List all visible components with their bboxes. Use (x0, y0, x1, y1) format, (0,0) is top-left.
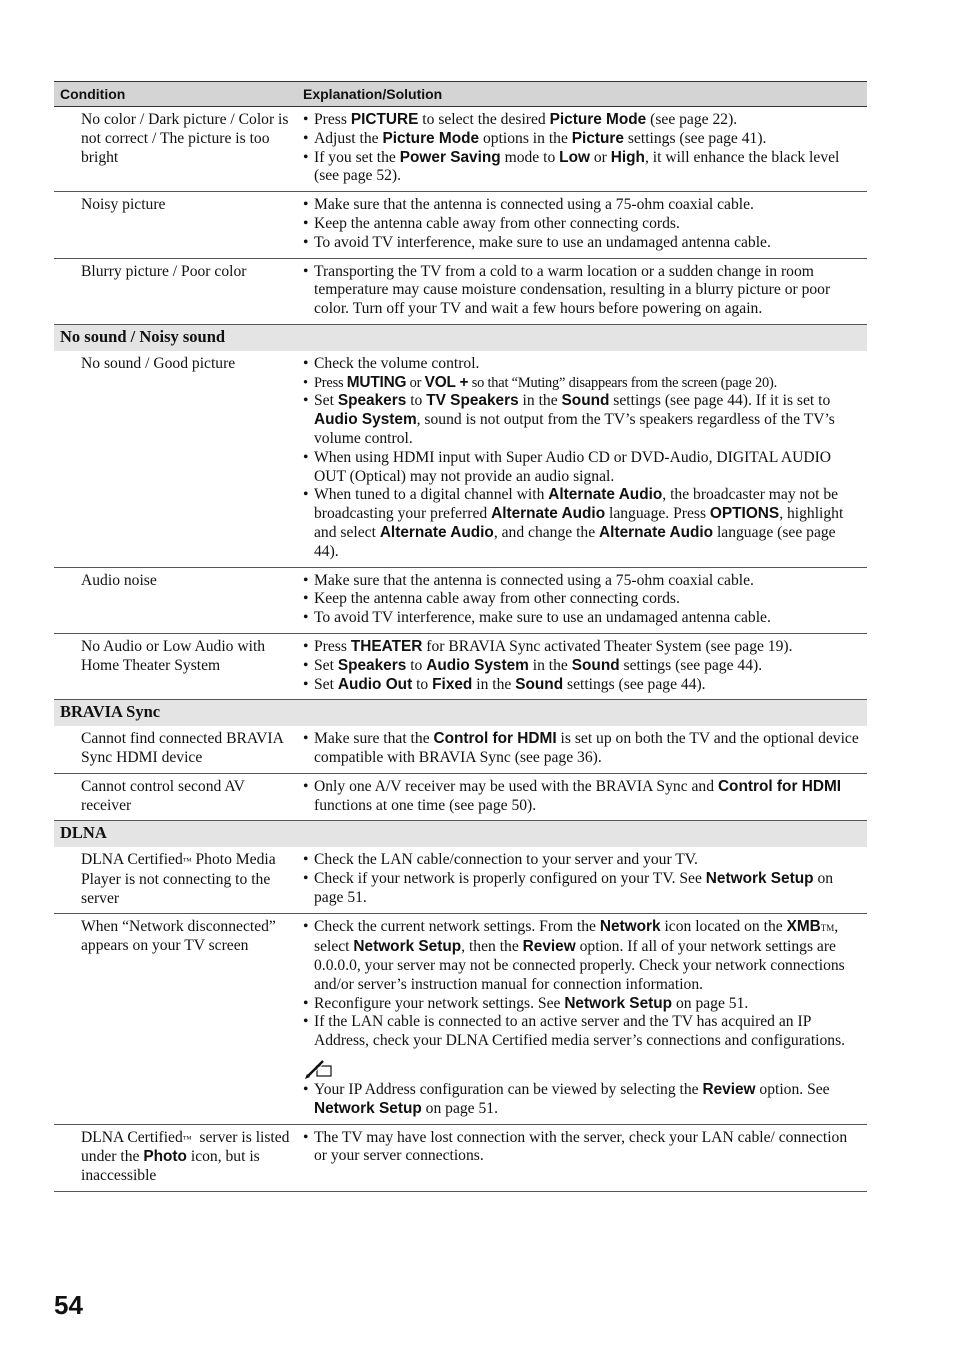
solution-bullet: • Adjust the Picture Mode options in the Picture settings (see page 41). (303, 130, 861, 149)
condition-cell: DLNA Certified™ server is listed under the Photo icon, but is inaccessible (54, 1124, 299, 1191)
condition-cell: Cannot find connected BRAVIA Sync HDMI device (54, 726, 299, 773)
explanation-header: Explanation/Solution (299, 82, 867, 107)
solution-cell (299, 1124, 867, 1191)
solution-bullet: • Keep the antenna cable away from other connecting cords. (303, 590, 861, 609)
solution-bullet: • To avoid TV interference, make sure to use an undamaged antenna cable. (303, 234, 861, 253)
page-number: 54 (54, 1290, 83, 1320)
solution-bullet: • Set Audio Out to Fixed in the Sound settings (see page 44). (303, 676, 861, 695)
table-row (54, 726, 867, 773)
solution-cell (299, 726, 867, 773)
solution-cell (299, 351, 867, 567)
table-row (54, 1124, 867, 1191)
solution-bullet: • Your IP Address configuration can be viewed by selecting the Review option. See Network Setup on page 51. (303, 1081, 861, 1119)
table-row (54, 192, 867, 258)
solution-bullet: • Check the current network settings. From the Network icon located on the XMBTM, select Network Setup, then the Review option. If all of your network settings are 0.0.0.0, your server may not be connected properly. Check your network connections and/or server’s instruction manual for connection information. (303, 918, 861, 994)
solution-bullet: • Check if your network is properly configured on your TV. See Network Setup on page 51. (303, 870, 861, 908)
section-title: No sound / Noisy sound (54, 324, 867, 350)
troubleshooting-table-container (54, 81, 867, 1192)
condition-cell: Cannot control second AV receiver (54, 773, 299, 821)
solution-bullet: • The TV may have lost connection with the server, check your LAN cable/ connection or your server connections. (303, 1129, 861, 1167)
solution-bullet: • Press MUTING or VOL + so that “Muting” disappears from the screen (page 20). (303, 374, 861, 393)
table-row (54, 847, 867, 914)
section-title: DLNA (54, 821, 867, 847)
solution-cell (299, 258, 867, 324)
solution-bullet: • Make sure that the antenna is connected using a 75-ohm coaxial cable. (303, 572, 861, 591)
solution-bullet: • Only one A/V receiver may be used with the BRAVIA Sync and Control for HDMI functions at one time (see page 50). (303, 778, 861, 816)
solution-bullet: • Check the volume control. (303, 355, 861, 374)
solution-bullet: • Check the LAN cable/connection to your server and your TV. (303, 851, 861, 870)
solution-cell (299, 192, 867, 258)
solution-bullet: • Transporting the TV from a cold to a warm location or a sudden change in room temperature may cause moisture condensation, resulting in a blurry picture or poor color. Turn off your TV and wait a few hours before powering on again. (303, 263, 861, 319)
table-row (54, 773, 867, 821)
solution-bullet: • When using HDMI input with Super Audio CD or DVD-Audio, DIGITAL AUDIO OUT (Optical) may not provide an audio signal. (303, 449, 861, 487)
section-row (54, 324, 867, 350)
table-header-row (54, 82, 867, 107)
table-row (54, 914, 867, 1124)
solution-bullet: • Reconfigure your network settings. See Network Setup on page 51. (303, 995, 861, 1014)
condition-cell: When “Network disconnected” appears on your TV screen (54, 914, 299, 1124)
solution-cell (299, 567, 867, 633)
solution-bullet: • Set Speakers to Audio System in the Sound settings (see page 44). (303, 657, 861, 676)
condition-cell: No sound / Good picture (54, 351, 299, 567)
table-row (54, 567, 867, 633)
table-row (54, 107, 867, 192)
solution-bullet: • Press THEATER for BRAVIA Sync activated Theater System (see page 19). (303, 638, 861, 657)
solution-bullet: • To avoid TV interference, make sure to use an undamaged antenna cable. (303, 609, 861, 628)
table-row (54, 633, 867, 699)
solution-cell (299, 914, 867, 1124)
section-title: BRAVIA Sync (54, 700, 867, 726)
solution-bullet: • Make sure that the Control for HDMI is set up on both the TV and the optional device compatible with BRAVIA Sync (see page 36). (303, 730, 861, 768)
condition-cell: Audio noise (54, 567, 299, 633)
solution-cell (299, 633, 867, 699)
solution-cell (299, 773, 867, 821)
table-row (54, 351, 867, 567)
solution-bullet: • If you set the Power Saving mode to Low or High, it will enhance the black level (see page 52). (303, 149, 861, 187)
condition-cell: DLNA Certified™ Photo Media Player is not connecting to the server (54, 847, 299, 914)
note-pencil-icon (303, 1059, 861, 1079)
solution-bullet: • Keep the antenna cable away from other connecting cords. (303, 215, 861, 234)
condition-cell: Blurry picture / Poor color (54, 258, 299, 324)
troubleshooting-table (54, 81, 867, 1192)
condition-cell: No Audio or Low Audio with Home Theater System (54, 633, 299, 699)
solution-bullet: • If the LAN cable is connected to an active server and the TV has acquired an IP Address, check your DLNA Certified media server’s connections and configurations. (303, 1013, 861, 1051)
solution-bullet: • Press PICTURE to select the desired Picture Mode (see page 22). (303, 111, 861, 130)
solution-bullet: • Make sure that the antenna is connected using a 75-ohm coaxial cable. (303, 196, 861, 215)
condition-cell: No color / Dark picture / Color is not correct / The picture is too bright (54, 107, 299, 192)
solution-cell (299, 847, 867, 914)
solution-bullet: • Set Speakers to TV Speakers in the Sound settings (see page 44). If it is set to Audio System, sound is not output from the TV’s speakers regardless of the TV’s volume control. (303, 392, 861, 448)
solution-bullet: • When tuned to a digital channel with Alternate Audio, the broadcaster may not be broadcasting your preferred Alternate Audio language. Press OPTIONS, highlight and select Alternate Audio, and change the Alternate Audio language (see page 44). (303, 486, 861, 561)
section-row (54, 700, 867, 726)
table-row (54, 258, 867, 324)
section-row (54, 821, 867, 847)
solution-cell (299, 107, 867, 192)
condition-cell: Noisy picture (54, 192, 299, 258)
condition-header: Condition (54, 82, 299, 107)
